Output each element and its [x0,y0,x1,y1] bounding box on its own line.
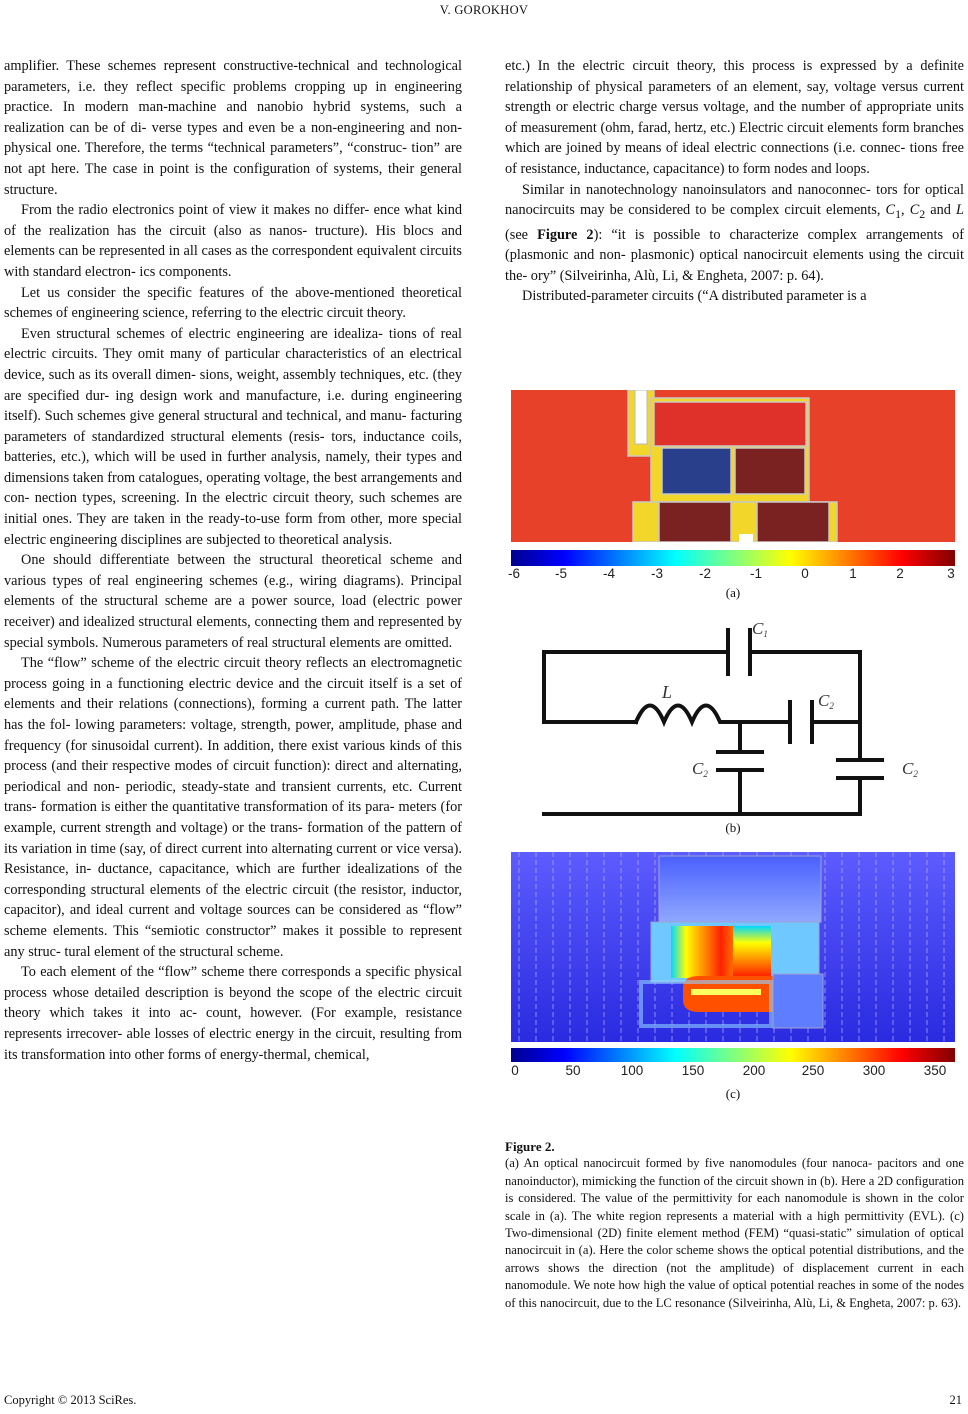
label-c2-series: C2 [818,691,834,711]
tick-label: 350 [923,1063,947,1078]
subfigure-label-a: (a) [725,585,741,600]
colorbar-a-ticks [507,566,955,584]
figure-reference[interactable]: Figure 2 [537,226,594,243]
tick-label: 50 [565,1063,581,1078]
nanomodule-top [659,856,821,922]
dark-nanomodule [757,502,829,542]
high-permittivity-region [635,390,647,444]
figure-c-fem-simulation [511,852,955,1042]
tick-label: -5 [554,566,568,581]
colorbar-c [511,1048,955,1062]
tick-label: -6 [507,566,521,581]
figure-a-permittivity-map [511,390,955,542]
tick-label: 250 [801,1063,825,1078]
running-head: V. GOROKHOV [439,3,529,17]
label-l: L [662,682,673,702]
tick-label: -3 [650,566,664,581]
tick-label: 0 [801,566,809,581]
copyright: Copyright © 2013 SciRes. [4,1393,137,1407]
caption-text: (a) An optical nanocircuit formed by five nanomodules (four nanoca- pacitors and one nanoinductor), mimicking the function of the circuit shown in (b). Here a 2D configuration is considered. The value of the permittivity for each nanomodule is shown in the color scale in (a). The white region represents a material with a high permittivity (EVL). (c) Two-dimensional (2D) finite element method (FEM) “quasi-static” simulation of optical nanocircuit in (a). Here the color scheme shows the optical potential distributions, and the arrows shows the direction (not the amplitude) of displacement current in each nanomodule. We note how high the value of optical potential reaches in some of the nodes of this nanocircuit, due to the LC resonance (Silveirinha, Alù, Li, & Engheta, 2007: p. 63). [505,1156,964,1310]
right-column [505,56,964,307]
subfigure-label-b: (b) [725,820,741,835]
high-permittivity-region [739,534,753,542]
page-number: 21 [949,1393,962,1407]
tick-label: 100 [620,1063,644,1078]
nanomodule-right [773,974,823,1028]
figure-b-circuit-diagram [540,614,930,820]
tick-label: 200 [742,1063,766,1078]
paragraph: Let us consider the specific features of the above-mentioned theoretical schemes of engineering science, referring to the electric circuit theory. [4,284,462,322]
red-nanomodule [654,402,806,446]
subfigure-label-c: (c) [725,1086,741,1101]
paragraph: One should differentiate between the structural theoretical scheme and various types of real engineering schemes (e.g., wiring diagrams). Principal elements of the structural scheme are a power source, load (electric power receiver) and idealized structural elements, connecting them and represented by special symbols. Numerous parameters of real structural elements are omitted. [4,552,462,651]
tick-label: 1 [849,566,857,581]
dark-nanomodule [659,502,731,542]
tick-label: 0 [511,1063,519,1078]
dark-nanomodule [735,448,805,494]
tick-label: -1 [749,566,763,581]
colorbar-c-ticks [511,1063,955,1081]
blue-nanomodule [662,448,731,494]
paragraph: From the radio electronics point of view it makes no differ- ence what kind of the realization has the circuit (also as nanos- tructure). His blocs and elements can be represented in all cases as the correspondent equivalent circuits with standard electron- ics components. [4,202,462,280]
paragraph: The “flow” scheme of the electric circuit theory reflects an electromagnetic process going in a functioning electric device and the circuit itself is a set of elements and their relations (connections), forming a current path. The latter has the fol- lowing parameters: voltage, strength, power, amplitude, phase and frequency (for sinusoidal current). In addition, there exist various kinds of this process (and their respective modes of circuit function): direct and alternating, periodical and non- periodic, steady-state and transient currents, etc. Current trans- formation is either the quantitative transformation of its para- meters (for example, current strength and voltage) or the trans- formation of the pattern of its variation in time (say, of direct current into alternating current or vice versa). Resistance, in- ductance, capacitance, which are further idealizations of the corresponding structural elements of the electric circuit (the resistor, inductor, capacitor), and ideal current and voltage sources can be considered as “flow” scheme elements. This “semiotic constructor” makes it possible to represent any struc- tural element of the structural scheme. [4,655,462,960]
wire [544,652,728,722]
wire [750,652,860,760]
paragraph: Distributed-parameter circuits (“A distributed parameter is a [522,288,867,305]
left-column [4,56,462,1065]
label-c2-left: C2 [692,759,708,779]
paragraph: etc.) In the electric circuit theory, this process is expressed by a definite relationship of physical parameters of an element, say, voltage versus current strength or electric charge versus voltage, and the number of appropriate units of measurement (ohm, farad, hertz, etc.) Electric circuit elements form branches which are joined by means of ideal electric connections (i.e. connec- tions free of resistance, inductance, capacitance) to form nodes and loops. [505,58,964,177]
tick-label: -4 [602,566,616,581]
paragraph: amplifier. These schemes represent constructive-technical and technological parameters, i.e. they reflect specific problems cropping up in engineering practice. In modern man-machine and nanobio hybrid systems, such a realization can be of di- verse types and even be a non-engineering and non-physical one. Therefore, the terms “technical parameters”, “construc- tion” are not apt here. The case in point is the configuration of systems, their general structure. [4,58,462,198]
paragraph: To each element of the “flow” scheme there corresponds a specific physical process whose detailed description is beyond the scope of the electric circuit theory which takes it into ac- count, however. (For example, resistance represents irrecover- able losses of electric energy in the circuit, resulting from its transformation into other forms of energy-thermal, chemical, [4,964,462,1063]
label-c2-right: C2 [902,759,918,779]
tick-label: -2 [698,566,712,581]
wire [740,778,860,814]
tick-label: 300 [862,1063,886,1078]
tick-label: 150 [681,1063,705,1078]
inductor-coil [636,706,790,723]
colorbar-a [511,550,955,566]
paragraph: Even structural schemes of electric engineering are idealiza- tions of real electric circuits. They omit many of particular characteristics of an electrical device, such as its overall dimen- sions, weight, assembly techniques, etc. (they are specified dur- ing design work and manufacture, i.e. during engineering itself). Such schemes give general structural and technical, and manu- facturing parameters of standardized structural elements (resis- tors, inductance coils, batteries, etc.), which will be used in further analysis, namely, their types and dimensions taken from catalogues, operating voltage, the best arrangements and con- nection types, screening. In the electric circuit theory, such schemes are initial ones. They are taken in the ready-to-use form from other, more special electric engineering disciplines are subjected to theoretical analysis. [4,325,462,548]
label-c1: C1 [752,619,768,639]
tick-label: 2 [896,566,904,581]
figure-caption [505,1138,964,1312]
caption-title: Figure 2. [505,1139,555,1154]
paragraph: Similar in nanotechnology nanoinsulators and nanoconnec- tors for optical nanocircuits may be considered to be complex circuit elements, $C_1$, $C_2$ and L (see Figure 2): “it is possible to characterize complex arrangements of (plasmonic and non- plasmonic) optical nanocircuit elements using the circuit the- ory” (Silveirinha, Alù, Li, & Engheta, 2007: p. 64). [505,181,964,284]
tick-label: 3 [947,566,955,581]
wire [544,770,740,814]
